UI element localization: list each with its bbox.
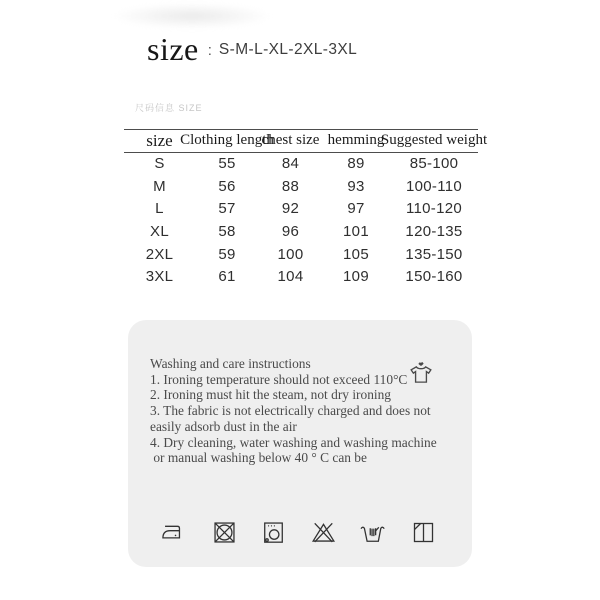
size-table: [124, 129, 488, 288]
cell-suggested-weight: 110-120: [405, 200, 463, 218]
size-range-text: S-M-L-XL-2XL-3XL: [218, 41, 358, 58]
cell-hemming: 97: [347, 200, 365, 218]
cell-clothing-length: 58: [218, 223, 236, 241]
size-info-subtitle: 尺码信息 SIZE: [135, 103, 203, 113]
line-dry-icon: [410, 519, 437, 546]
t-shirt-icon: [406, 358, 436, 390]
cell-chest-size: 84: [281, 155, 300, 173]
care-line: or manual washing below 40 ° C can be: [150, 450, 367, 466]
cell-clothing-length: 55: [218, 155, 236, 173]
cell-size: L: [155, 200, 164, 218]
care-line: 3. The fabric is not electrically charged and does not: [150, 403, 431, 419]
cell-clothing-length: 59: [218, 245, 236, 263]
cell-size: 2XL: [145, 245, 174, 263]
cell-hemming: 109: [343, 268, 369, 286]
laundry-symbols-row: [0, 519, 600, 547]
cell-hemming: 93: [347, 177, 365, 195]
cell-suggested-weight: 85-100: [409, 155, 459, 173]
cell-suggested-weight: 100-110: [405, 177, 463, 195]
cell-size: 3XL: [145, 268, 174, 286]
table-row: [124, 198, 478, 221]
care-line: 1. Ironing temperature should not exceed 110°C: [150, 371, 408, 387]
col-header-chest-size: chest size: [261, 132, 320, 149]
cell-chest-size: 100: [277, 245, 304, 263]
faded-watermark-smudge: [112, 3, 272, 29]
cell-suggested-weight: 135-150: [405, 245, 463, 263]
cell-chest-size: 92: [281, 200, 300, 218]
col-header-hemming: hemming: [327, 132, 385, 149]
care-line: 2. Ironing must hit the steam, not dry ironing: [150, 387, 392, 403]
title-row: [147, 33, 357, 65]
table-row: [124, 265, 478, 288]
do-not-tumble-dry-icon: [211, 519, 238, 546]
cell-clothing-length: 57: [218, 200, 236, 218]
col-header-size: size: [146, 130, 173, 150]
care-line: easily adsorb dust in the air: [150, 418, 297, 434]
cell-suggested-weight: 150-160: [405, 268, 463, 286]
table-row: [124, 153, 478, 176]
cell-suggested-weight: 120-135: [405, 223, 463, 241]
cell-chest-size: 88: [281, 177, 300, 195]
title-separator: :: [207, 41, 212, 59]
washing-machine-icon: [260, 519, 287, 546]
page-title: size: [147, 31, 199, 67]
iron-icon: [160, 519, 187, 546]
cell-hemming: 101: [343, 223, 369, 241]
col-header-suggested-weight: Suggested weight: [380, 132, 488, 149]
col-header-clothing-length: Clothing length: [180, 132, 274, 149]
table-header-row: [124, 129, 488, 153]
cell-chest-size: 96: [281, 223, 300, 241]
cell-clothing-length: 61: [218, 268, 236, 286]
hand-wash-icon: [359, 519, 386, 546]
cell-clothing-length: 56: [218, 177, 236, 195]
table-row: [124, 220, 478, 243]
cell-hemming: 89: [347, 155, 365, 173]
do-not-bleach-icon: [310, 519, 337, 546]
cell-hemming: 105: [343, 245, 369, 263]
care-instructions-text: [150, 356, 437, 466]
cell-size: XL: [150, 223, 169, 241]
care-heading: Washing and care instructions: [150, 356, 311, 371]
cell-size: S: [154, 155, 165, 173]
care-line: 4. Dry cleaning, water washing and washing machine: [150, 434, 437, 450]
cell-size: M: [153, 177, 166, 195]
table-row: [124, 243, 478, 266]
cell-chest-size: 104: [277, 268, 304, 286]
table-row: [124, 175, 478, 198]
